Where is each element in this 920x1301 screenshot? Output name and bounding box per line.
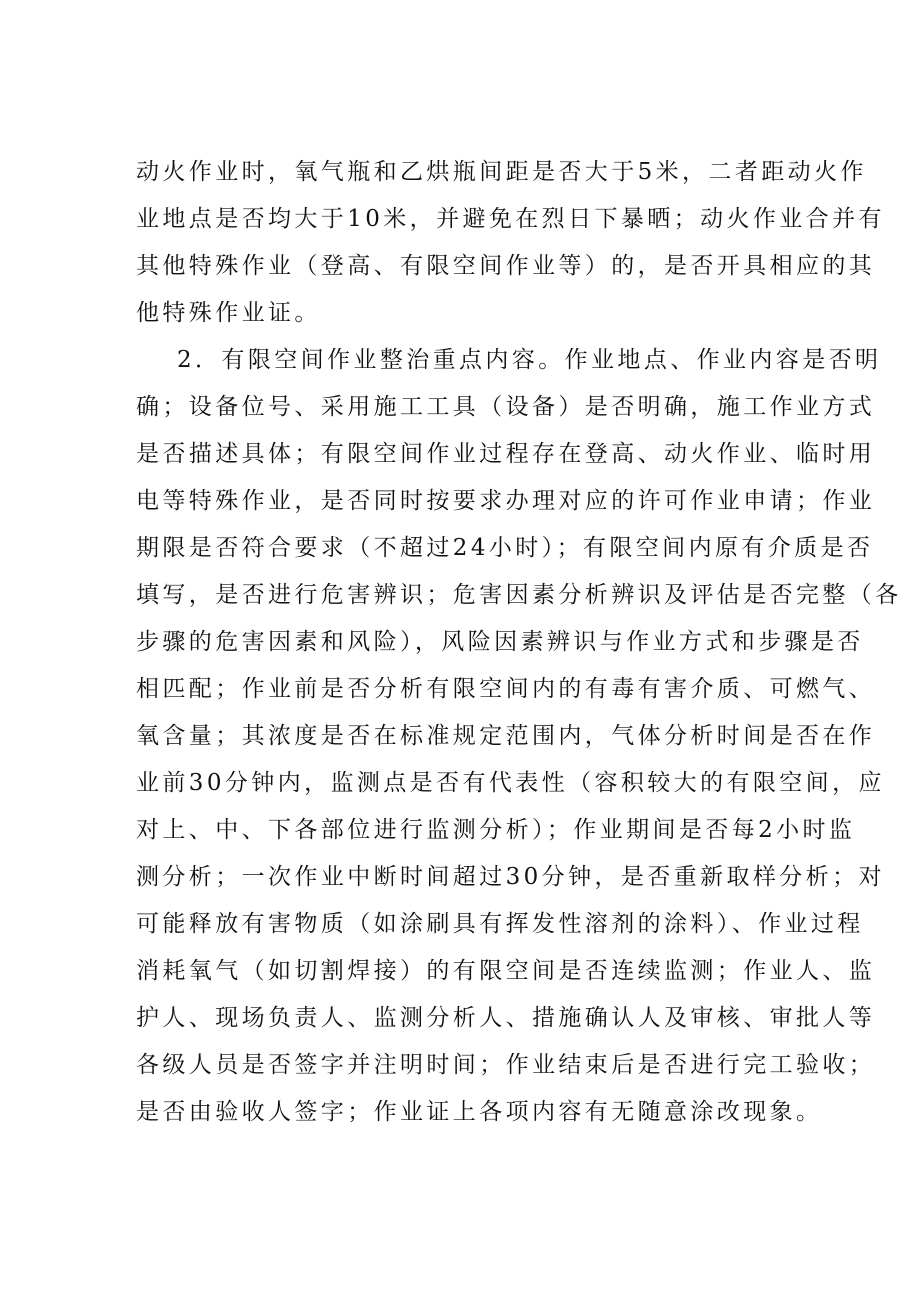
text-line-18: 消耗氧气（如切割焊接）的有限空间是否连续监测；作业人、监 [136, 958, 876, 984]
text-line-8: 电等特殊作业，是否同时按要求办理对应的许可作业申请；作业 [136, 488, 876, 514]
text-line-10: 填写，是否进行危害辨识；危害因素分析辨识及评估是否完整（各 [136, 582, 902, 608]
text-line-9: 期限是否符合要求（不超过24小时）；有限空间内原有介质是否 [136, 535, 874, 561]
text-line-13: 氧含量；其浓度是否在标准规定范围内，气体分析时间是否在作 [136, 723, 876, 749]
text-line-16: 测分析；一次作业中断时间超过30分钟，是否重新取样分析；对 [136, 864, 885, 890]
text-line-1: 动火作业时，氧气瓶和乙烘瓶间距是否大于5米，二者距动火作 [136, 159, 867, 185]
text-line-11: 步骤的危害因素和风险），风险因素辨识与作业方式和步骤是否 [136, 629, 864, 655]
text-line-5: 2．有限空间作业整治重点内容。作业地点、作业内容是否明 [177, 347, 882, 373]
text-line-12: 相匹配；作业前是否分析有限空间内的有毒有害介质、可燃气、 [136, 676, 876, 702]
text-line-21: 是否由验收人签字；作业证上各项内容有无随意涂改现象。 [136, 1099, 823, 1125]
text-line-20: 各级人员是否签字并注明时间；作业结束后是否进行完工验收； [136, 1052, 876, 1078]
text-line-19: 护人、现场负责人、监测分析人、措施确认人及审核、审批人等 [136, 1005, 876, 1031]
text-line-15: 对上、中、下各部位进行监测分析）；作业期间是否每2小时监 [136, 817, 856, 843]
text-line-7: 是否描述具体；有限空间作业过程存在登高、动火作业、临时用 [136, 441, 876, 467]
text-line-14: 业前30分钟内，监测点是否有代表性（容积较大的有限空间，应 [136, 770, 885, 796]
text-line-2: 业地点是否均大于10米，并避免在烈日下暴晒；动火作业合并有 [136, 206, 885, 232]
text-line-6: 确；设备位号、采用施工工具（设备）是否明确，施工作业方式 [136, 394, 876, 420]
text-line-3: 其他特殊作业（登高、有限空间作业等）的，是否开具相应的其 [136, 253, 876, 279]
text-line-4: 他特殊作业证。 [136, 300, 321, 326]
text-line-17: 可能释放有害物质（如涂刷具有挥发性溶剂的涂料）、作业过程 [136, 911, 864, 937]
